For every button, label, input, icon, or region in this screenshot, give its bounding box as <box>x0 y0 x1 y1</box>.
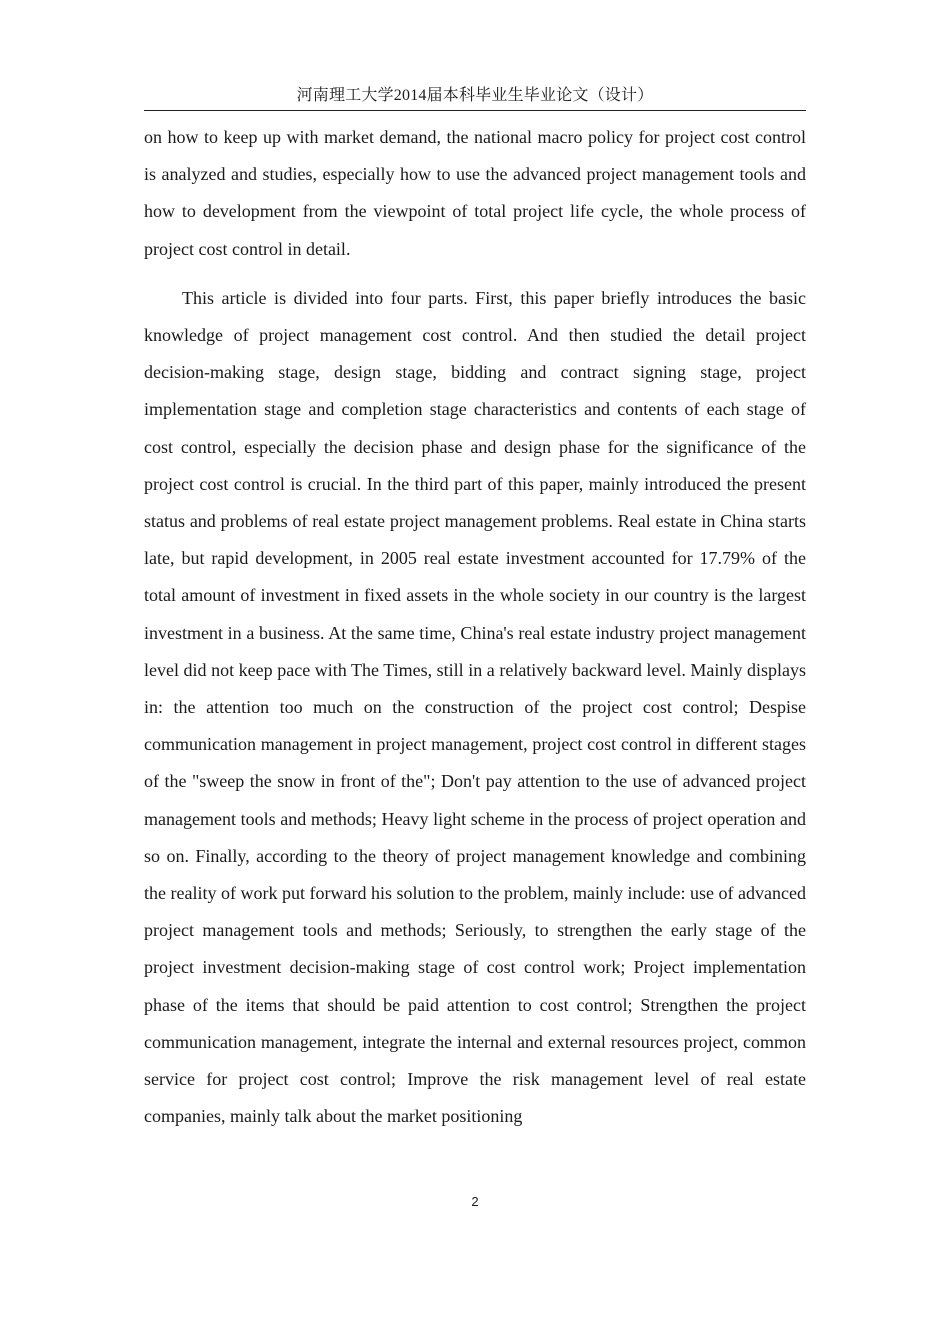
header-divider <box>144 110 806 111</box>
page-number: 2 <box>471 1194 479 1209</box>
paragraph-continuation: on how to keep up with market demand, the national macro policy for project cost control is analyzed and studies, especially how to use the advanced project management tools and how to development from the viewpoint of total project life cycle, the whole process of project cost control in detail. <box>144 127 806 259</box>
page-header: 河南理工大学2014届本科毕业生毕业论文（设计） <box>296 87 654 104</box>
body-text <box>144 119 806 1135</box>
paragraph-outline: This article is divided into four parts. First, this paper briefly introduces the basic knowledge of project management cost control. And then studied the detail project decision-making stage, design stage, bidding and contract signing stage, project implementation stage and completion stage characteristics and contents of each stage of cost control, especially the decision phase and design phase for the significance of the project cost control is crucial. In the third part of this paper, mainly introduced the present status and problems of real estate project management problems. Real estate in China starts late, but rapid development, in 2005 real estate investment accounted for 17.79% of the total amount of investment in fixed assets in the whole society in our country is the largest investment in a business. At the same time, China's real estate industry project management level did not keep pace with The Times, still in a relatively backward level. Mainly displays in: the attention too much on the construction of the project cost control; Despise communication management in project management, project cost control in different stages of the "sweep the snow in front of the"; Don't pay attention to the use of advanced project management tools and methods; Heavy light scheme in the process of project operation and so on. Finally, according to the theory of project management knowledge and combining the reality of work put forward his solution to the problem, mainly include: use of advanced project management tools and methods; Seriously, to strengthen the early stage of the project investment decision-making stage of cost control work; Project implementation phase of the items that should be paid attention to cost control; Strengthen the project communication management, integrate the internal and external resources project, common service for project cost control; Improve the risk management level of real estate companies, mainly talk about the market positioning <box>144 287 806 1127</box>
